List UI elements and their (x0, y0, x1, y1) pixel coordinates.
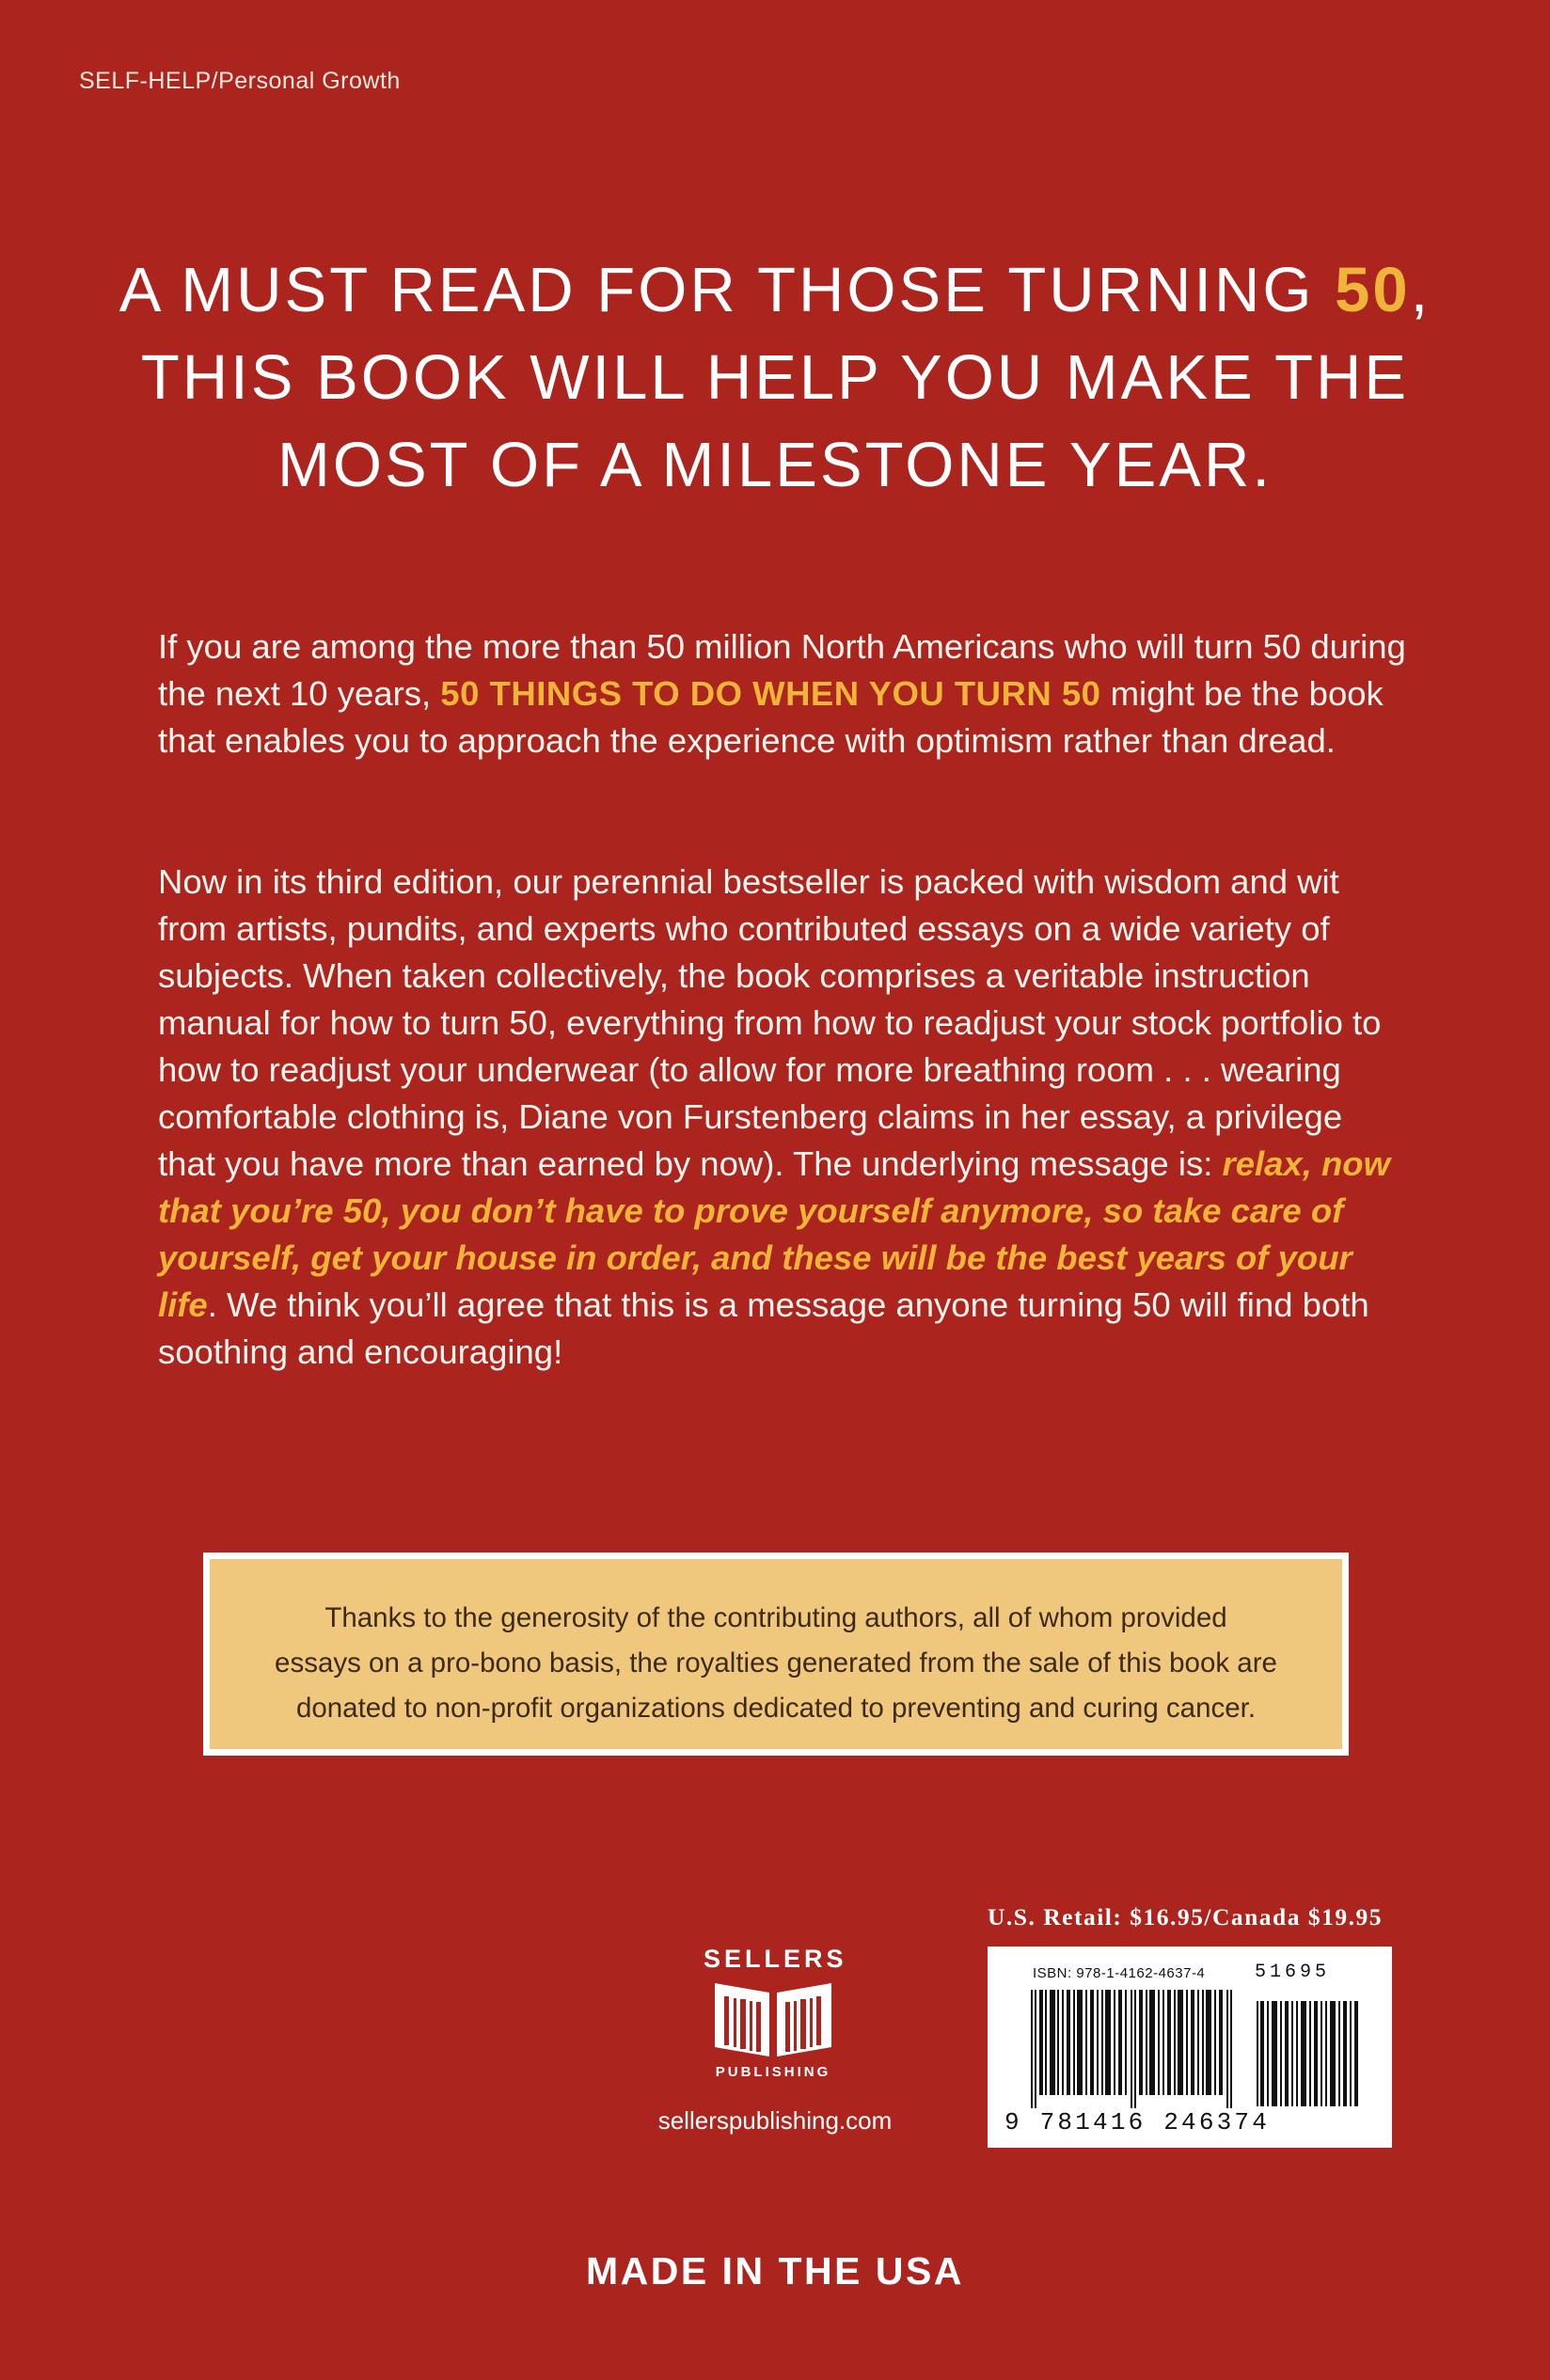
publisher-website: sellerspublishing.com (657, 2106, 893, 2135)
logo-bottom-text: PUBLISHING (715, 2064, 831, 2080)
headline-line-2: THIS BOOK WILL HELP YOU MAKE THE (140, 342, 1410, 413)
paragraph-1-rest: might be the book that enables you to approach the experience with optimism rather than dread. (158, 674, 1384, 760)
description-paragraph-1 (158, 623, 1409, 764)
charity-notice-box (203, 1553, 1349, 1756)
headline-highlight-50: 50 (1335, 255, 1411, 325)
barcode-panel (988, 1947, 1392, 2148)
paragraph-2-intro: Now in its third edition, our perennial bestseller is packed with wisdom and wit from artists, pundits, and experts who contributed essays on a wide variety of subjects. When taken collectively, the book comprises a veritable instruction manual for how to turn 50, everything from how to readjust your stock portfolio to how to readjust your underwear (to allow for more breathing room . . . wearing comfortable clothing is, Diane von Furstenberg claims in her essay, a privilege that you have more than earned by now). The underlying message is: (158, 862, 1382, 1183)
logo-top-text: SELLERS (704, 1945, 847, 1973)
isbn-label: ISBN: 978-1-4162-4637-4 (1033, 1965, 1206, 1981)
headline-line-1-text: A MUST READ FOR THOSE TURNING (119, 255, 1336, 325)
headline (0, 246, 1550, 509)
barcode-addon-digits: 51695 (1255, 1962, 1331, 1983)
ean-digits: 9 781416 246374 (1004, 2108, 1271, 2136)
headline-comma: , (1410, 255, 1431, 325)
retail-price: U.S. Retail: $16.95/Canada $19.95 (988, 1903, 1383, 1931)
price-addon-barcode-bars (1257, 2001, 1362, 2106)
underlying-message-highlight: relax, now that you’re 50, you don’t have to prove yourself anymore, so take care of yourself, get your house in order, and these will be the best years of your life (158, 1144, 1390, 1324)
made-in-usa: MADE IN THE USA (586, 2249, 964, 2293)
category-label: SELF-HELP/Personal Growth (79, 68, 401, 94)
paragraph-1-intro: If you are among the more than 50 million North Americans who will turn 50 during the next 10 years, (158, 627, 1406, 713)
notice-line-2: essays on a pro-bono basis, the royalties generated from the sale of this book are (275, 1647, 1277, 1679)
headline-line-1 (0, 246, 1550, 334)
headline-line-3: MOST OF A MILESTONE YEAR. (277, 430, 1273, 500)
book-title-highlight: 50 THINGS TO DO WHEN YOU TURN 50 (440, 674, 1101, 713)
notice-line-1: Thanks to the generosity of the contributing authors, all of whom provided (324, 1602, 1227, 1633)
description-paragraph-2 (158, 859, 1409, 1376)
isbn-barcode-bars (1031, 1990, 1240, 2108)
paragraph-2-rest: . We think you’ll agree that this is a message anyone turning 50 will find both soothing and encouraging! (158, 1285, 1369, 1371)
notice-line-3: donated to non-profit organizations dedicated to preventing and curing cancer. (295, 1693, 1257, 1724)
open-book-icon (711, 1979, 835, 2060)
publisher-logo (704, 1945, 847, 2080)
